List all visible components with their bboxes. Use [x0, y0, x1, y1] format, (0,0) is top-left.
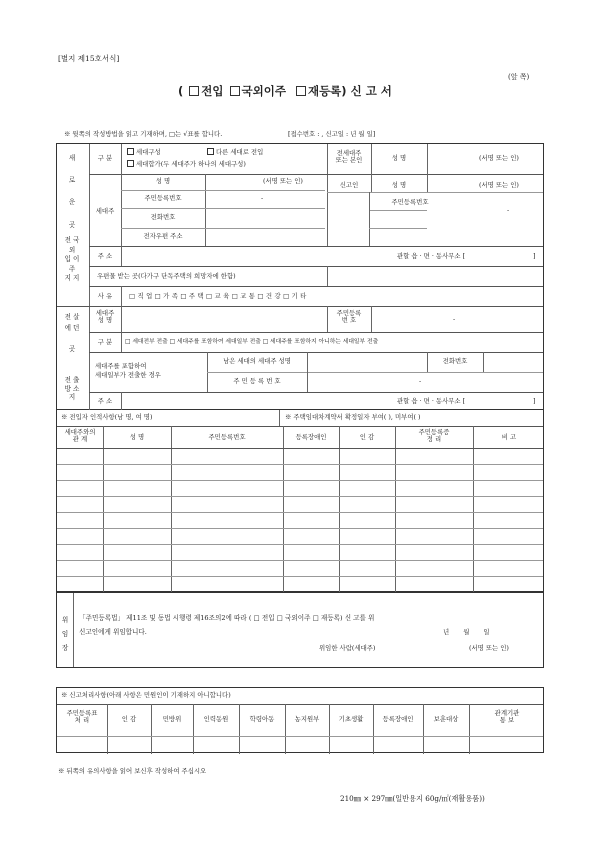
delegator-label: 위임한 사람(세대주) — [319, 644, 376, 652]
household-option-other[interactable] — [205, 148, 263, 156]
row-divider — [327, 174, 543, 175]
row-divider — [121, 190, 325, 191]
label-char: 출 — [73, 376, 80, 384]
label-char: 전 — [64, 376, 71, 384]
column-divider — [329, 704, 330, 754]
row-divider — [369, 228, 427, 229]
title-paren: ( — [178, 84, 184, 98]
resident-no-label: 주민등록번호 — [391, 198, 429, 206]
delegation-label — [60, 615, 70, 654]
instructions: ※ 뒷쪽의 작성방법을 읽고 기재하며, □는 √표를 합니다. — [64, 130, 223, 138]
column-divider — [103, 426, 104, 592]
table-row[interactable] — [57, 480, 543, 481]
name-label: 성 명 — [391, 154, 407, 162]
new-address-label-2 — [63, 236, 81, 284]
column-header: 인 감 — [121, 715, 137, 723]
old-category-label: 구 분 — [97, 338, 113, 346]
jurisdiction-label: 관할 읍 · 면 · 동사무소 [ — [397, 252, 466, 260]
reason-options[interactable]: □ 직 업 □ 가 족 □ 주 택 □ 교 육 □ 교 통 □ 건 강 □ 기 타 — [129, 292, 307, 300]
row-divider — [89, 246, 543, 247]
column-divider — [473, 426, 474, 592]
row-divider — [89, 392, 543, 393]
column-divider — [107, 704, 108, 754]
row-divider — [89, 332, 543, 333]
row-divider — [89, 286, 543, 287]
label-char: 운 — [68, 198, 76, 207]
old-category-options[interactable]: □ 세대전부 전출 □ 세대주를 포함하여 세대일부 전출 □ 세대주를 포함하지 아니하는 세대일부 전출 — [125, 339, 379, 345]
dash: - — [453, 315, 456, 323]
table-row[interactable] — [57, 560, 543, 561]
processing-section — [56, 687, 544, 753]
movers-table — [56, 410, 544, 592]
label-char: 살 — [73, 313, 80, 321]
dash: - — [507, 206, 510, 214]
divider — [205, 174, 206, 246]
head-or-self-label: 전세대주 또는 본인 — [335, 149, 363, 165]
column-header: 주민등록표 처 리 — [66, 709, 98, 725]
label-char: 임 — [61, 630, 69, 639]
label-char: 곳 — [68, 344, 76, 353]
divider — [427, 174, 428, 192]
phone-label: 전화번호 — [150, 213, 176, 221]
signature-label: (서명 또는 인) — [469, 644, 509, 652]
table-row[interactable] — [57, 464, 543, 465]
label-char: 위 — [61, 616, 69, 624]
divider — [121, 144, 122, 174]
label-char: 던 — [73, 323, 80, 332]
label-char: 주 — [68, 264, 76, 273]
option-label: 세대구성 — [136, 148, 161, 156]
checkbox[interactable] — [127, 148, 134, 155]
dash: - — [419, 377, 422, 385]
row-divider — [121, 228, 325, 229]
phone-label: 전화번호 — [442, 357, 468, 365]
table-row[interactable] — [57, 576, 543, 577]
title-checkbox-move-in[interactable] — [189, 86, 199, 96]
household-head-label: 세대주 — [95, 207, 115, 215]
processing-title: ※ 신고처리사항(아래 사항은 민원인이 기재하지 아니합니다) — [61, 691, 231, 699]
jurisdiction-label: 관할 읍 · 면 · 동사무소 [ — [397, 397, 466, 405]
column-header: 세대주와의 관 계 — [64, 428, 96, 444]
table-row[interactable] — [57, 496, 543, 497]
option-label: 세대합가(두 세대주가 하나의 세대구성) — [136, 160, 246, 168]
column-divider — [469, 704, 470, 754]
row-divider — [89, 266, 543, 267]
resident-no-label: 주민등록번호 — [144, 194, 182, 202]
old-address-label: 주 소 — [97, 397, 113, 405]
column-header: 비 고 — [501, 433, 517, 441]
signature-label: (서명 또는 인) — [479, 154, 519, 162]
divider — [121, 246, 122, 266]
form-title — [178, 85, 392, 98]
divider — [427, 144, 428, 174]
checkbox[interactable] — [127, 160, 134, 167]
column-header: 주민등록번호 — [208, 433, 246, 441]
column-header: 주민등록증 정 리 — [418, 428, 450, 444]
column-header: 성 명 — [129, 433, 145, 441]
title-option-reregistration: 재등록) — [307, 84, 347, 98]
delegation-date: 년 월 일 — [443, 628, 490, 636]
column-header: 보훈대상 — [433, 715, 459, 723]
row-divider — [121, 208, 325, 209]
row-divider — [89, 352, 543, 353]
address-label: 주 소 — [97, 252, 113, 260]
label-char: 새 — [68, 154, 76, 162]
old-address-label — [63, 312, 81, 354]
divider — [483, 352, 484, 372]
title-checkbox-emigration[interactable] — [230, 86, 240, 96]
column-divider — [423, 704, 424, 754]
remaining-head-label: 남은 세대의 세대주 성명 — [223, 357, 291, 365]
title-checkbox-reregistration[interactable] — [296, 86, 306, 96]
row-divider — [369, 210, 427, 211]
divider — [307, 352, 308, 372]
label-char: 전 — [64, 313, 71, 321]
page-side: (앞 쪽) — [508, 73, 530, 81]
signature-label: (서명 또는 인) — [263, 177, 303, 185]
divider — [73, 593, 74, 667]
footer-note: ※ 뒤쪽의 유의사항을 읽어 보신후 작성하여 주십시오 — [58, 767, 207, 775]
delegation-text-2: 신고인에게 위임합니다. — [79, 628, 147, 636]
divider — [279, 410, 280, 426]
new-address-label — [67, 154, 77, 229]
old-head-resident-no-label: 주민등록 번 호 — [336, 309, 362, 325]
checkbox[interactable] — [207, 148, 214, 155]
old-address-label-2 — [63, 376, 81, 402]
row-divider — [57, 736, 543, 737]
partial-move-note: 세대주를 포함하여 세대일부가 전출한 경우 — [95, 362, 161, 380]
email-label: 전자우편 주소 — [143, 232, 183, 240]
label-char: 소 — [73, 384, 80, 393]
label-column-divider — [89, 144, 90, 410]
delegation-text-1: 「주민등록법」 제11조 및 동법 시행령 제16조의2에 따라 ( □ 전입 □ 국외이주 □ 재등록) 신 고를 위 — [79, 614, 375, 622]
option-label: 다른 세대로 전입 — [216, 148, 264, 156]
name-label: 성 명 — [155, 177, 171, 185]
postal-label: 우편물 받는 곳(다가구 단독주택의 희망자에 한함) — [97, 272, 236, 280]
divider — [369, 192, 370, 246]
dash: - — [261, 194, 264, 202]
delegation-section — [56, 592, 544, 668]
column-header: 관계기관 통 보 — [494, 709, 520, 725]
bracket-end: ] — [533, 397, 536, 405]
table-row[interactable] — [57, 544, 543, 545]
label-char: 지 — [73, 274, 80, 283]
column-divider — [285, 704, 286, 754]
column-header: 민방위 — [162, 715, 182, 723]
label-char: 이 — [73, 255, 80, 264]
title-suffix: 신 고 서 — [350, 84, 392, 98]
label-char: 국 — [73, 236, 80, 244]
column-header: 등록장애인 — [382, 715, 414, 723]
column-header: 인력동원 — [203, 715, 229, 723]
label-char: 전 — [64, 236, 71, 244]
signature-label: (서명 또는 인) — [479, 181, 519, 189]
divider — [121, 306, 122, 332]
divider — [121, 392, 122, 410]
table-row[interactable] — [57, 512, 543, 513]
divider — [327, 266, 328, 286]
column-header: 기초생활 — [338, 715, 364, 723]
title-option-emigration: 국외이주 — [241, 84, 286, 98]
label-char: 입 — [64, 255, 71, 264]
label-char: 지 — [68, 393, 76, 402]
reason-label: 사 유 — [97, 292, 113, 300]
section-divider — [57, 306, 543, 307]
lease-date: ※ 주택임대차계약서 확정일자 부여( ), 미부여( ) — [285, 413, 421, 421]
resident-no-label: 주 민 등 록 번 호 — [233, 377, 281, 385]
label-char: 에 — [64, 323, 71, 332]
mover-count: ※ 전입자 인적사항(남 명, 여 명) — [61, 413, 153, 421]
label-char: 로 — [68, 176, 76, 185]
label-char: 외 — [68, 245, 76, 254]
label-char: 지 — [64, 274, 71, 283]
column-header: 농지원부 — [294, 715, 320, 723]
row-divider — [207, 372, 543, 373]
row-divider — [327, 192, 543, 193]
form-main — [56, 143, 544, 410]
label-char: 곳 — [68, 220, 76, 229]
table-row[interactable] — [57, 448, 543, 449]
column-divider — [339, 426, 340, 592]
label-char: 장 — [61, 644, 69, 653]
form-number: [별지 제15호서식] — [58, 54, 120, 63]
reporter-label: 신고인 — [339, 181, 359, 189]
column-header: 인 감 — [359, 433, 375, 441]
column-divider — [373, 704, 374, 754]
bracket-end: ] — [533, 252, 536, 260]
household-option-merge[interactable] — [125, 160, 246, 168]
column-divider — [283, 426, 284, 592]
column-divider — [193, 704, 194, 754]
old-head-name-label: 세대주 성 명 — [95, 309, 115, 325]
name-label: 성 명 — [391, 181, 407, 189]
table-row[interactable] — [57, 528, 543, 529]
column-header: 학령아동 — [249, 715, 275, 723]
paper-spec: 210㎜ × 297㎜(일반용지 60g/㎡(재활용품)) — [340, 794, 485, 803]
label-char: 방 — [64, 384, 71, 393]
column-header: 등록장애인 — [295, 433, 327, 441]
household-option-compose[interactable] — [125, 148, 161, 156]
title-option-move-in: 전입 — [201, 84, 224, 98]
column-divider — [171, 426, 172, 592]
divider — [371, 306, 372, 332]
column-divider — [239, 704, 240, 754]
column-divider — [395, 426, 396, 592]
column-divider — [151, 704, 152, 754]
row-divider — [57, 704, 543, 705]
divider — [121, 332, 122, 352]
category-label: 구 분 — [97, 154, 113, 162]
divider — [307, 372, 308, 392]
receipt-info: [접수번호 : , 신고일 : 년 월 일] — [288, 130, 376, 138]
divider — [121, 286, 122, 306]
row-divider — [57, 426, 543, 427]
